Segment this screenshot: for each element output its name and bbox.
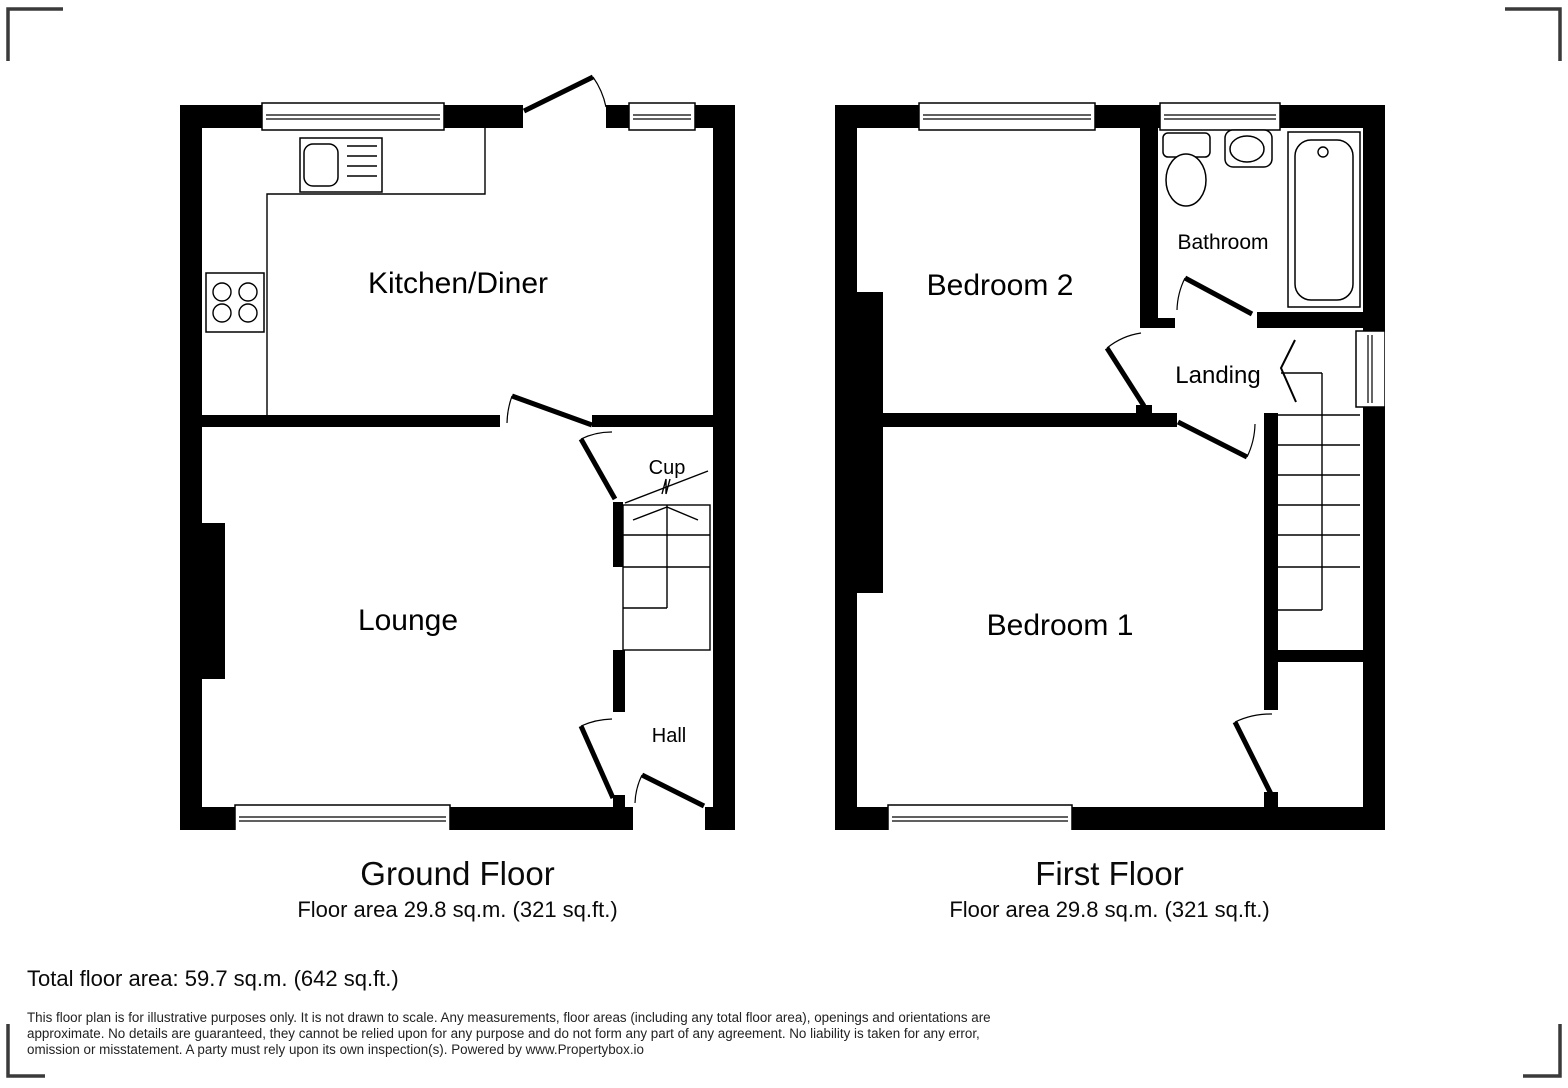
kitchen-hob — [206, 273, 264, 332]
disclaimer-line-2: approximate. No details are guaranteed, they cannot be relied upon for any purpose and do not form any part of any agreement. No liability is taken for any error, — [27, 1026, 980, 1041]
stairs-void-wall — [1278, 650, 1363, 662]
bedroom1-void-door — [1235, 714, 1272, 794]
first-floor-stairs — [1278, 340, 1360, 610]
disclaimer-line-3: omission or misstatement. A party must rely upon its own inspection(s). Powered by www.Propertybox.io — [27, 1042, 644, 1057]
ground-floor-title: Ground Floor — [360, 855, 555, 892]
bedroom1-window — [888, 805, 1072, 830]
wall-left — [835, 105, 857, 830]
front-door — [635, 775, 704, 806]
stair-lobby-wall — [613, 502, 623, 567]
bathroom-wall-stub-left — [1158, 318, 1175, 328]
ground-floor-area-caption: Floor area 29.8 sq.m. (321 sq.ft.) — [297, 897, 618, 922]
first-floor-plan — [835, 65, 1385, 830]
bathtub — [1288, 132, 1360, 307]
toilet — [1163, 133, 1210, 206]
bedroom2-door — [1107, 333, 1144, 406]
corner-mark-top-right — [1505, 9, 1560, 61]
kitchen-lounge-wall-left — [200, 415, 500, 427]
disclaimer-text — [27, 1010, 991, 1058]
corner-mark-bottom-right — [1523, 1024, 1560, 1076]
wall-left — [180, 105, 202, 830]
bathroom-label: Bathroom — [1177, 231, 1269, 254]
bedroom2-landing-wall — [1140, 128, 1158, 328]
chimney-breast — [200, 523, 225, 679]
first-floor-title: First Floor — [1035, 855, 1184, 892]
hall-wall — [613, 650, 625, 712]
wall-top — [835, 105, 1385, 128]
kitchen-sink — [300, 138, 382, 192]
hall-label: Hall — [651, 725, 687, 747]
kitchen-lounge-door — [507, 396, 592, 425]
chimney-breast — [857, 292, 883, 593]
landing-label: Landing — [1175, 362, 1261, 389]
bathroom-window — [1160, 103, 1280, 130]
lounge-window — [235, 805, 450, 830]
cupboard-label: Cup — [648, 457, 686, 479]
corner-mark-top-left — [8, 9, 63, 61]
bedroom2-window — [919, 103, 1095, 130]
void-door-stub — [1264, 792, 1278, 808]
stairwell-side-window — [1356, 331, 1385, 407]
bathroom-door — [1177, 278, 1252, 314]
kitchen-small-window — [629, 103, 695, 130]
kitchen-diner-label: Kitchen/Diner — [367, 267, 549, 300]
front-door-opening — [633, 807, 705, 830]
back-door-opening — [523, 105, 606, 128]
bedroom1-label: Bedroom 1 — [986, 609, 1134, 642]
bedroom1-door — [1178, 422, 1255, 457]
total-floor-area: Total floor area: 59.7 sq.m. (642 sq.ft.) — [27, 966, 399, 991]
stairs-direction-arrow — [1281, 340, 1296, 402]
stairwell-wall — [1264, 413, 1278, 710]
first-floor-area-caption: Floor area 29.8 sq.m. (321 sq.ft.) — [949, 897, 1270, 922]
ground-floor-plan — [180, 65, 735, 830]
basin — [1225, 130, 1272, 167]
disclaimer-line-1: This floor plan is for illustrative purposes only. It is not drawn to scale. Any measurements, floor areas (including any total floor area), openings and orientations are — [27, 1010, 991, 1025]
wall-right — [1363, 105, 1385, 830]
lounge-stairs-door — [581, 432, 615, 499]
bedroom2-label: Bedroom 2 — [926, 269, 1074, 302]
bedroom2-door-stub — [1136, 405, 1152, 415]
lounge-hall-door — [581, 719, 613, 798]
bedroom-divider-wall — [883, 413, 1177, 427]
ground-stairs — [623, 471, 710, 650]
lounge-label: Lounge — [357, 604, 459, 637]
kitchen-window — [262, 103, 444, 130]
kitchen-lounge-wall-right — [592, 415, 713, 427]
wall-right — [713, 105, 735, 830]
bathroom-wall-right — [1257, 312, 1363, 328]
